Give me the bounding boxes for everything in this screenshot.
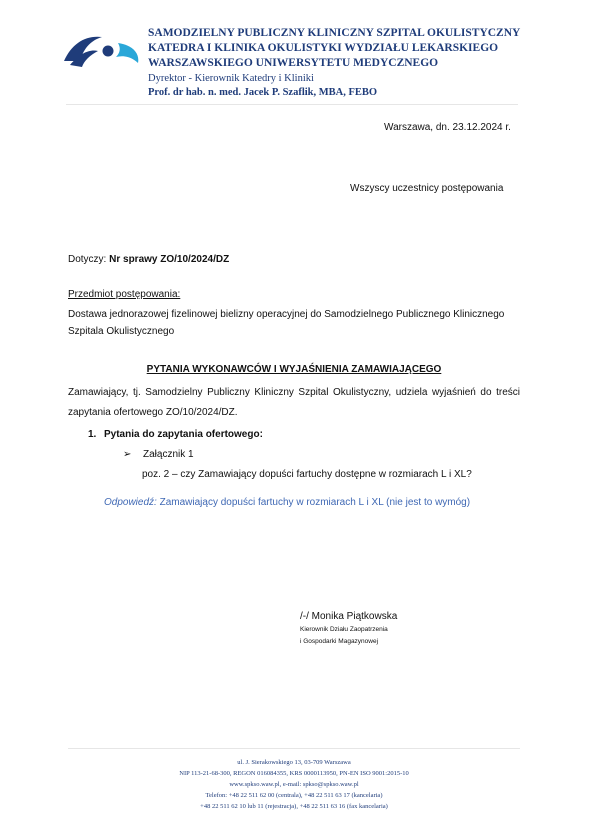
signature-title: [300, 624, 388, 648]
footer-divider: [68, 748, 520, 749]
signature-title-line2: i Gospodarki Magazynowej: [300, 638, 379, 645]
questions-heading: [88, 429, 263, 440]
question-item-label: Załącznik 1: [143, 449, 194, 460]
hospital-name: SAMODZIELNY PUBLICZNY KLINICZNY SZPITAL OKULISTYCZNY: [148, 27, 521, 39]
footer-phone-2: +48 22 511 62 10 lub 11 (rejestracja), +48 22 511 63 16 (fax kancelaria): [200, 803, 388, 810]
department-name: KATEDRA I KLINIKA OKULISTYKI WYDZIAŁU LEKARSKIEGO: [148, 42, 499, 54]
footer-address: ul. J. Sierakowskiego 13, 03-709 Warszawa: [237, 759, 351, 766]
signature-name: /-/ Monika Piątkowska: [300, 611, 398, 622]
question-text: poz. 2 – czy Zamawiający dopuści fartuchy dostępne w rozmiarach L i XL?: [142, 469, 472, 480]
questions-heading-text: Pytania do zapytania ofertowego:: [104, 429, 263, 440]
question-item: [123, 449, 194, 460]
signature-title-line1: Kierownik Działu Zaopatrzenia: [300, 626, 388, 633]
letterhead: [62, 26, 532, 106]
answer-label: Odpowiedź:: [104, 497, 157, 508]
list-number: 1.: [88, 429, 97, 440]
place-date: Warszawa, dn. 23.12.2024 r.: [384, 122, 511, 133]
arrow-bullet-icon: ➢: [123, 449, 132, 460]
regarding-line: [68, 254, 229, 265]
subject-label: Przedmiot postępowania:: [68, 289, 181, 300]
header-divider: [66, 104, 518, 105]
eye-logo-icon: [62, 31, 142, 71]
letterhead-text: [148, 26, 520, 100]
answer-text: Zamawiający dopuści fartuchy w rozmiarach L i XL (nie jest to wymóg): [159, 497, 471, 508]
footer-web: www.spkso.waw.pl, e-mail: spkso@spkso.waw.pl: [229, 781, 359, 788]
answer: [104, 497, 470, 508]
section-title: PYTANIA WYKONAWCÓW I WYJAŚNIENIA ZAMAWIAJĄCEGO: [146, 364, 442, 375]
director-name: Prof. dr hab. n. med. Jacek P. Szaflik, MBA, FEBO: [148, 87, 378, 98]
footer: [68, 757, 520, 812]
case-number: Nr sprawy ZO/10/2024/DZ: [109, 254, 230, 265]
regarding-label: Dotyczy:: [68, 254, 107, 265]
intro-paragraph: Zamawiający, tj. Samodzielny Publiczny Kliniczny Szpital Okulistyczny, udziela wyjaśnień do treści zapytania ofertowego ZO/10/2024/DZ.: [68, 387, 520, 418]
director-title: Dyrektor - Kierownik Katedry i Kliniki: [148, 73, 314, 84]
subject-text: Dostawa jednorazowej fizelinowej bielizny operacyjnej do Samodzielnego Publicznego Klinicznego Szpitala Okulistycznego: [68, 309, 505, 337]
footer-registry: NIP 113-21-68-300, REGON 016084355, KRS 0000113950, PN-EN ISO 9001:2015-10: [179, 770, 409, 777]
footer-phone: Telefon: +48 22 511 62 00 (centrala), +48 22 511 63 17 (kancelaria): [205, 792, 383, 799]
university-name: WARSZAWSKIEGO UNIWERSYTETU MEDYCZNEGO: [148, 57, 439, 69]
recipients: Wszyscy uczestnicy postępowania: [350, 183, 504, 194]
